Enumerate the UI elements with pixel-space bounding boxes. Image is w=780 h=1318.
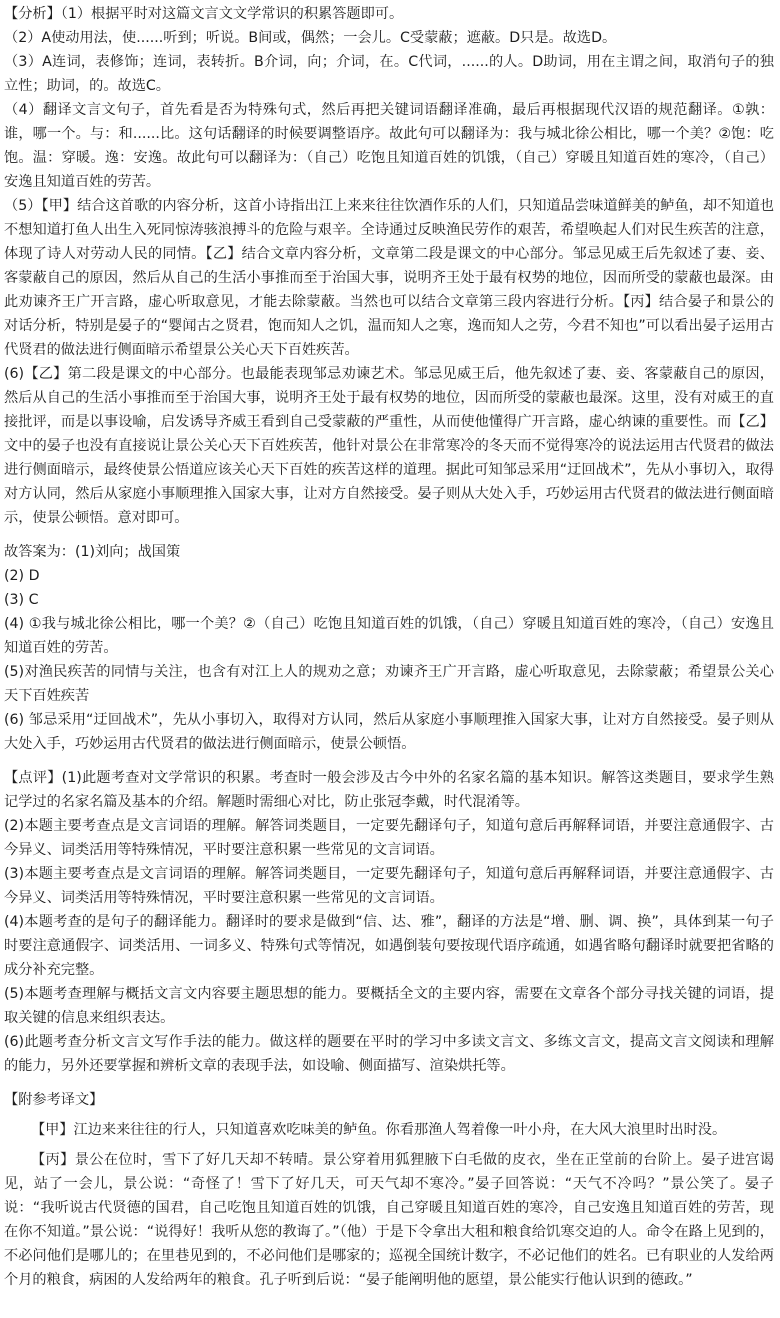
answer-3: (3) C <box>4 592 39 608</box>
translation-bing: 【丙】景公在位时，雪下了好几天却不转晴。景公穿着用狐狸腋下白毛做的皮衣，坐在正堂前的台阶上。晏子进宫谒见，站了一会儿，景公说：“奇怪了！雪下了好几天，可天气却不寒冷。”晏子回答说：“天气不冷吗？”景公笑了。晏子说：“我听说古代贤德的国君，自己吃饱且知道百姓的饥饿，自己穿暖且知道百姓的寒冷，自己安逸且知道百姓的劳苦，现在你不知道。”景公说：“说得好！我听从您的教诲了。”（他）于是下令拿出大租和粮食给饥寒交迫的人。命令在路上见到的，不必问他们是哪儿的；在里巷见到的，不必问他们是哪家的；巡视全国统计数字，不必记他们的姓名。已有职业的人发给两个月的粮食，病困的人发给两年的粮食。孔子听到后说：“晏子能阐明他的愿望，景公能实行他认识到的德政。” <box>4 1152 774 1288</box>
answers-section <box>4 540 774 756</box>
analysis-q3: （3）A连词，表修饰；连词，表转折。B介词，向；介词，在。C代词，......的人。D助词，用在主谓之间，取消句子的独立性；助词，的。故选C。 <box>4 54 774 94</box>
answer-6: (6) 邹忌采用“迂回战术”，先从小事切入，取得对方认同，然后从家庭小事顺理推入国家大事，让对方自然接受。晏子则从大处入手，巧妙运用古代贤君的做法进行侧面暗示，使景公顿悟。 <box>4 712 774 752</box>
comment-6: (6)此题考查分析文言文写作手法的能力。做这样的题要在平时的学习中多读文言文、多练文言文，提高文言文阅读和理解的能力，另外还要掌握和辨析文章的表现手法，如设喻、侧面描写、渲染烘托等。 <box>4 1034 774 1074</box>
translation-section <box>4 1088 774 1292</box>
analysis-q4: （4）翻译文言文句子，首先看是否为特殊句式，然后再把关键词语翻译准确，最后再根据现代汉语的规范翻译。①孰：谁，哪一个。与：和......比。这句话翻译的时候要调整语序。故此句可以翻译为：我与城北徐公相比，哪一个美？②饱：吃饱。温：穿暖。逸：安逸。故此句可以翻译为：（自己）吃饱且知道百姓的饥饿，（自己）穿暖且知道百姓的寒冷，（自己）安逸且知道百姓的劳苦。 <box>4 102 774 190</box>
comment-1: 【点评】(1)此题考查对文学常识的积累。考查时一般会涉及古今中外的名家名篇的基本知识。解答这类题目，要求学生熟记学过的名家名篇及基本的介绍。解题时需细心对比，防止张冠李戴，时代混淆等。 <box>4 770 774 810</box>
answer-2: (2) D <box>4 568 40 584</box>
comments-section <box>4 766 774 1078</box>
comment-3: (3)本题主要考查点是文言词语的理解。解答词类题目，一定要先翻译句子，知道句意后再解释词语，并要注意通假字、古今异义、词类活用等特殊情况，平时要注意积累一些常见的文言词语。 <box>4 866 774 906</box>
analysis-header: 【分析】（1）根据平时对这篇文言文文学常识的积累答题即可。 <box>4 6 404 22</box>
comment-5: (5)本题考查理解与概括文言文内容要主题思想的能力。要概括全文的主要内容，需要在文章各个部分寻找关键的词语，提取关键的信息来组织表达。 <box>4 986 774 1026</box>
answer-1: 故答案为：(1)刘向；战国策 <box>4 544 181 560</box>
analysis-q6: (6)【乙】第二段是课文的中心部分。也最能表现邹忌劝谏艺术。邹忌见威王后，他先叙述了妻、妾、客蒙蔽自己的原因，然后从自己的生活小事推而至于治国大事，说明齐王处于最有权势的地位，因而所受的蒙蔽也最深。这里，没有对威王的直接批评，而是以事设喻，启发诱导齐威王看到自己受蒙蔽的严重性，从而使他懂得广开言路，虚心纳谏的重要性。而【乙】文中的晏子也没有直接说让景公关心天下百姓疾苦，他针对景公在非常寒冷的冬天而不觉得寒冷的说法运用古代贤君的做法进行侧面暗示，最终使景公悟道应该关心天下百姓的疾苦这样的道理。据此可知邹忌采用“迂回战术”，先从小事切入，取得对方认同，然后从家庭小事顺理推入国家大事，让对方自然接受。晏子则从大处入手，巧妙运用古代贤君的做法进行侧面暗示，使景公顿悟。意对即可。 <box>4 366 774 526</box>
analysis-section <box>4 2 774 530</box>
answer-5: (5)对渔民疾苦的同情与关注，也含有对江上人的规劝之意；劝谏齐王广开言路，虚心听取意见，去除蒙蔽；希望景公关心天下百姓疾苦 <box>4 664 774 704</box>
translation-header: 【附参考译文】 <box>4 1092 104 1108</box>
translation-jia: 【甲】江边来来往往的行人，只知道喜欢吃味美的鲈鱼。你看那渔人驾着像一叶小舟，在大风大浪里时出时没。 <box>30 1122 727 1138</box>
comment-2: (2)本题主要考查点是文言词语的理解。解答词类题目，一定要先翻译句子，知道句意后再解释词语，并要注意通假字、古今异义、词类活用等特殊情况，平时要注意积累一些常见的文言词语。 <box>4 818 774 858</box>
analysis-q5: （5）【甲】结合这首歌的内容分析，这首小诗指出江上来来往往饮酒作乐的人们，只知道品尝味道鲜美的鲈鱼，却不知道也不想知道打鱼人出生入死同惊涛骇浪搏斗的危险与艰辛。全诗通过反映渔民劳作的艰苦，希望唤起人们对民生疾苦的注意，体现了诗人对劳动人民的同情。【乙】结合文章内容分析，文章第二段是课文的中心部分。邹忌见威王后先叙述了妻、妾、客蒙蔽自己的原因，然后从自己的生活小事推而至于治国大事，说明齐王处于最有权势的地位，因而所受的蒙蔽也最深。由此劝谏齐王广开言路，虚心听取意见，才能去除蒙蔽。当然也可以结合文章第三段内容进行分析。【丙】结合晏子和景公的对话分析，特别是晏子的“婴闻古之贤君，饱而知人之饥，温而知人之寒，逸而知人之劳，今君不知也”可以看出晏子运用古代贤君的做法进行侧面暗示希望景公关心天下百姓疾苦。 <box>4 198 774 358</box>
comment-4: (4)本题考查的是句子的翻译能力。翻译时的要求是做到“信、达、雅”，翻译的方法是“增、删、调、换”，具体到某一句子时要注意通假字、词类活用、一词多义、特殊句式等情况，如遇倒装句要按现代语序疏通，如遇省略句翻译时就要把省略的成分补充完整。 <box>4 914 774 978</box>
analysis-q2: （2）A使动用法，使......听到；听说。B间或，偶然；一会儿。C受蒙蔽；遮蔽。D只是。故选D。 <box>4 30 617 46</box>
answer-4: (4) ①我与城北徐公相比，哪一个美？②（自己）吃饱且知道百姓的饥饿，（自己）穿暖且知道百姓的寒冷，（自己）安逸且知道百姓的劳苦。 <box>4 616 774 656</box>
